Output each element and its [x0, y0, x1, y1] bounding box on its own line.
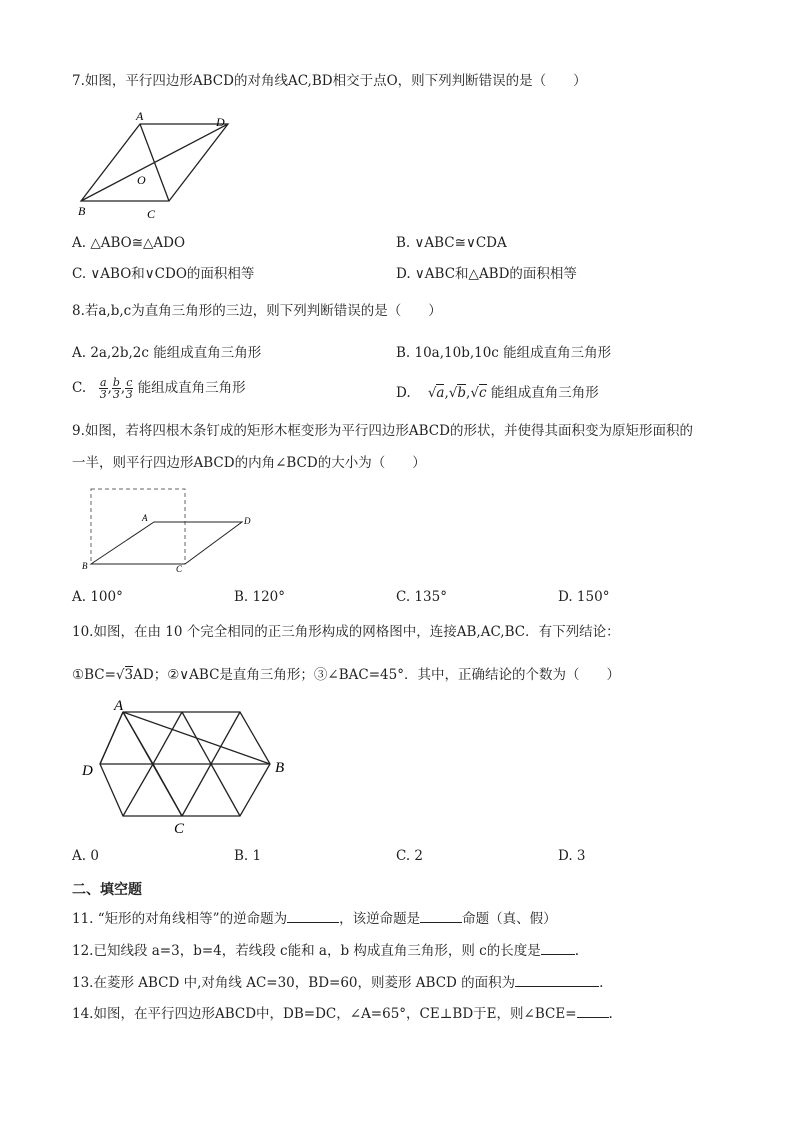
- q9-label-d: D: [244, 516, 251, 526]
- q9-option-c: C. 135°: [396, 589, 447, 605]
- q10-option-d: D. 3: [558, 848, 586, 864]
- q14: 14.如图，在平行四边形ABCD中，DB=DC，∠A=65°，CE⊥BD于E，则∠BCE= .: [72, 1006, 613, 1022]
- q11-blank-2[interactable]: [420, 910, 462, 923]
- q8-frac-c: $\frac{c}{3}$: [125, 376, 133, 401]
- q8-option-d-label: D.: [396, 385, 411, 401]
- q10-triangle-grid-figure: [78, 696, 298, 836]
- q8-option-c: C. $\frac{a}{3}$ , $\frac{b}{3}$ , $\frac{c}{3}$ 能组成直角三角形: [72, 376, 246, 401]
- q8-stem: 8.若a,b,c为直角三角形的三边，则下列判断错误的是（ ）: [72, 303, 442, 319]
- q9-label-c: C: [176, 564, 183, 574]
- q12-blank[interactable]: [541, 942, 575, 955]
- q8-option-d-text: 能组成直角三角形: [490, 385, 599, 401]
- q7-option-d: D. ∨ABC和△ABD的面积相等: [396, 266, 577, 282]
- q9-option-d: D. 150°: [558, 589, 610, 605]
- q13-blank[interactable]: [515, 974, 599, 987]
- q10-label-a: A: [114, 698, 124, 714]
- sqrt-icon: √: [448, 385, 458, 401]
- q9-rectangle-figure: [78, 484, 263, 576]
- q8-option-c-text: 能组成直角三角形: [137, 380, 246, 396]
- q9-stem-line1: 9.如图，若将四根木条钉成的矩形木框变形为平行四边形ABCD的形状，并使得其面积变为原矩形面积的: [72, 423, 693, 439]
- q11: 11. “矩形的对角线相等”的逆命题为 ，该逆命题是 命题（真、假）: [72, 911, 557, 927]
- q7-label-o: O: [137, 173, 146, 187]
- q10-label-c: C: [174, 821, 185, 836]
- q13: 13.在菱形 ABCD 中,对角线 AC=30，BD=60，则菱形 ABCD 的面积为 .: [72, 975, 604, 991]
- q7-option-a: A. △ABO≅△ADO: [72, 235, 186, 251]
- q10-label-b: B: [275, 760, 285, 776]
- q8-option-d: D. √a,√b,√c 能组成直角三角形: [396, 385, 599, 401]
- q10-option-c: C. 2: [396, 848, 424, 864]
- q7-parallelogram-figure: [72, 108, 242, 223]
- sqrt-icon: √: [470, 385, 479, 401]
- q12: 12.已知线段 a=3，b=4，若线段 c能和 a，b 构成直角三角形，则 c的长度是 .: [72, 943, 580, 959]
- q8-frac-b: $\frac{b}{3}$: [112, 376, 120, 401]
- q10-label-d: D: [82, 763, 93, 779]
- q9-label-a: A: [142, 513, 148, 523]
- q10-option-b: B. 1: [234, 848, 262, 864]
- q9-stem-line2: 一半，则平行四边形ABCD的内角∠BCD的大小为（ ）: [72, 455, 426, 471]
- q10-stem-line2: ①BC=√3AD；②∨ABC是直角三角形；③∠BAC=45°．其中，正确结论的个数为（ ）: [72, 667, 620, 683]
- sqrt-icon: √: [427, 385, 437, 401]
- q7-label-b: B: [78, 204, 86, 218]
- sqrt-icon: √: [115, 667, 125, 683]
- q9-option-a: A. 100°: [72, 589, 123, 605]
- q10-stem-line1: 10.如图，在由 10 个完全相同的正三角形构成的网格图中，连接AB,AC,BC．有下列结论：: [72, 624, 620, 640]
- q9-label-b: B: [82, 561, 88, 571]
- q8-option-c-label: C.: [72, 380, 87, 396]
- q7-option-c: C. ∨ABO和∨CDO的面积相等: [72, 266, 255, 282]
- q8-option-a: A. 2a,2b,2c 能组成直角三角形: [72, 345, 262, 361]
- q7-stem: 7.如图，平行四边形ABCD的对角线AC,BD相交于点O，则下列判断错误的是（ ）: [72, 73, 587, 89]
- q7-label-d: D: [216, 115, 225, 129]
- section-heading: 二、填空题: [72, 882, 142, 898]
- q9-option-b: B. 120°: [234, 589, 286, 605]
- q10-option-a: A. 0: [72, 848, 99, 864]
- q11-blank-1[interactable]: [287, 910, 339, 923]
- q7-label-a: A: [136, 109, 144, 123]
- q8-frac-a: $\frac{a}{3}$: [99, 376, 107, 401]
- q14-blank[interactable]: [577, 1005, 609, 1018]
- q7-label-c: C: [147, 207, 156, 221]
- q8-option-b: B. 10a,10b,10c 能组成直角三角形: [396, 345, 612, 361]
- q7-option-b: B. ∨ABC≅∨CDA: [396, 235, 507, 251]
